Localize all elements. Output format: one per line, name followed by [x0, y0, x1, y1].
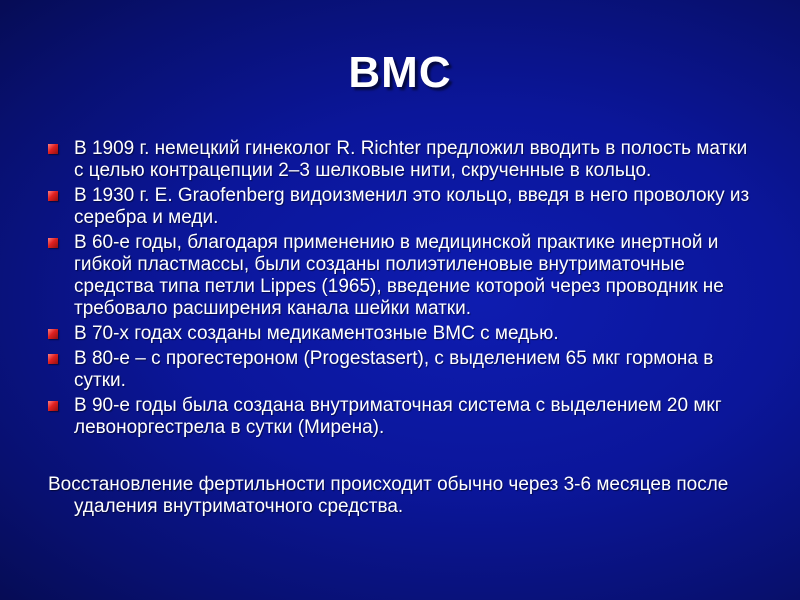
bullet-item	[48, 138, 758, 182]
bullet-item	[48, 232, 758, 320]
bullet-item	[48, 348, 758, 392]
bullet-text: В 60-е годы, благодаря применению в медицинской практике инертной и гибкой пластмассы, были созданы полиэтиленовые внутриматочные средства типа петли Lippes (1965), введение которой через проводник не требовало расширения канала шейки матки.	[74, 232, 724, 319]
bullet-item	[48, 395, 758, 439]
square-bullet-icon	[48, 144, 58, 154]
square-bullet-icon	[48, 354, 58, 364]
slide-title: ВМС	[348, 48, 452, 97]
bullet-text: В 1930 г. E. Graofenberg видоизменил это кольцо, введя в него проволоку из серебра и меди.	[74, 185, 750, 228]
bullet-text: В 80-е – с прогестероном (Progestasert), с выделением 65 мкг гормона в сутки.	[74, 348, 714, 391]
bullet-list	[48, 138, 758, 442]
bullet-text: В 90-е годы была создана внутриматочная система с выделением 20 мкг левоноргестрела в сутки (Мирена).	[74, 395, 722, 438]
bullet-text: В 70-х годах созданы медикаментозные ВМС с медью.	[74, 323, 559, 344]
square-bullet-icon	[48, 401, 58, 411]
square-bullet-icon	[48, 329, 58, 339]
bullet-item	[48, 323, 758, 345]
bullet-text: В 1909 г. немецкий гинеколог R. Richter предложил вводить в полость матки с целью контрацепции 2–3 шелковые нити, скрученные в кольцо.	[74, 138, 748, 181]
square-bullet-icon	[48, 238, 58, 248]
footer-note: Восстановление фертильности происходит обычно через 3-6 месяцев после удаления внутриматочного средства.	[48, 474, 729, 517]
square-bullet-icon	[48, 191, 58, 201]
bullet-item	[48, 185, 758, 229]
